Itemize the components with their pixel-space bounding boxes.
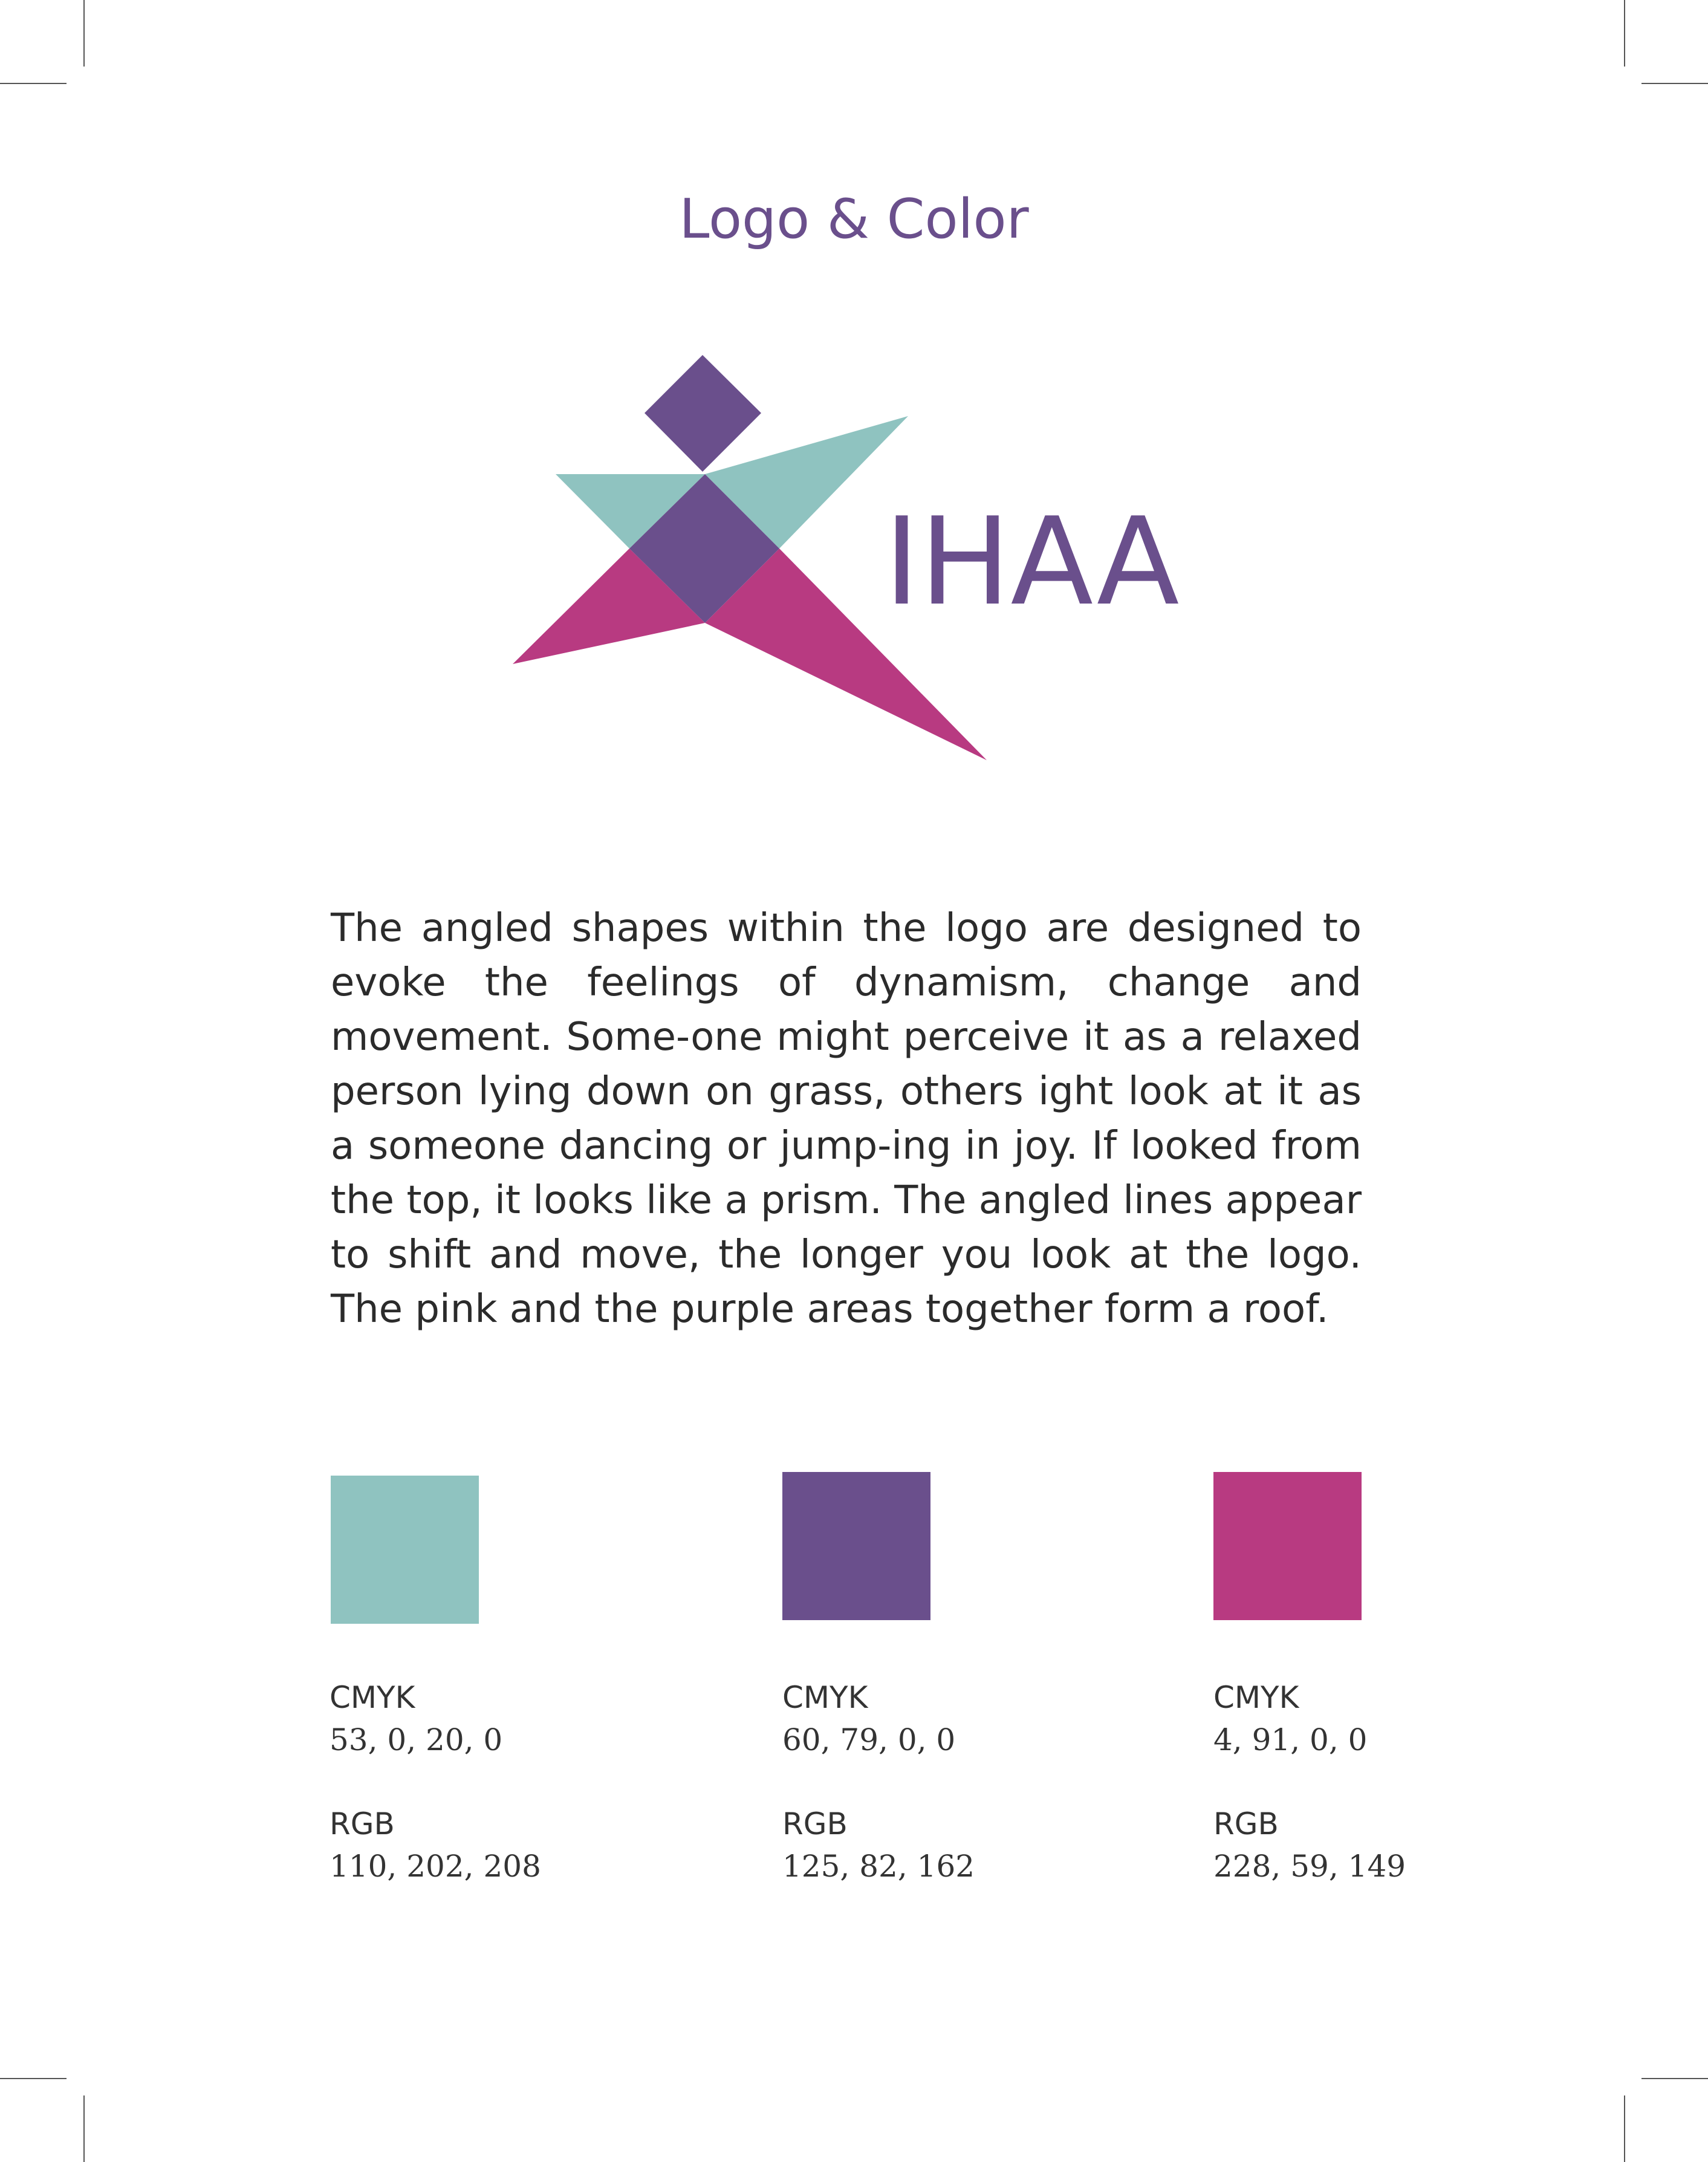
crop-mark-bottom-right-horizontal — [1641, 2078, 1708, 2079]
crop-mark-bottom-right-vertical — [1624, 2095, 1625, 2162]
crop-mark-bottom-left-vertical — [83, 2095, 85, 2162]
cmyk-value: 53, 0, 20, 0 — [330, 1722, 503, 1757]
color-swatch-teal — [331, 1476, 479, 1624]
cmyk-label: CMYK — [782, 1680, 868, 1715]
color-swatch-pink — [1213, 1472, 1362, 1620]
page-title: Logo & Color — [679, 187, 1029, 251]
logo-wordmark: IHAA — [884, 492, 1180, 633]
logo-head-diamond — [645, 355, 761, 472]
cmyk-value: 4, 91, 0, 0 — [1213, 1722, 1368, 1757]
crop-mark-top-left-horizontal — [0, 83, 67, 84]
crop-mark-top-right-vertical — [1624, 0, 1625, 67]
crop-mark-bottom-left-horizontal — [0, 2078, 67, 2079]
swatch-color-box — [782, 1472, 930, 1620]
color-swatch-purple — [782, 1472, 930, 1620]
ihaa-logo — [508, 351, 1221, 762]
rgb-label: RGB — [782, 1806, 848, 1841]
crop-mark-top-right-horizontal — [1641, 83, 1708, 84]
crop-mark-top-left-vertical — [83, 0, 85, 67]
rgb-value: 110, 202, 208 — [330, 1849, 541, 1884]
swatch-color-box — [1213, 1472, 1362, 1620]
swatch-color-box — [331, 1476, 479, 1624]
rgb-label: RGB — [1213, 1806, 1279, 1841]
cmyk-label: CMYK — [330, 1680, 415, 1715]
logo-description: The angled shapes within the logo are designed to evoke the feelings of dynamism, change and movement. Some-one might perceive it as a relaxed person lying down on grass, others ight look at it as a someone dancing or jump-ing in joy. If looked from the top, it looks like a prism. The angled lines appear to shift and move, the longer you look at the logo. The pink and the purple areas together form a roof. — [331, 906, 1362, 1332]
cmyk-value: 60, 79, 0, 0 — [782, 1722, 956, 1757]
rgb-value: 125, 82, 162 — [782, 1849, 975, 1884]
rgb-label: RGB — [330, 1806, 395, 1841]
rgb-value: 228, 59, 149 — [1213, 1849, 1406, 1884]
cmyk-label: CMYK — [1213, 1680, 1299, 1715]
